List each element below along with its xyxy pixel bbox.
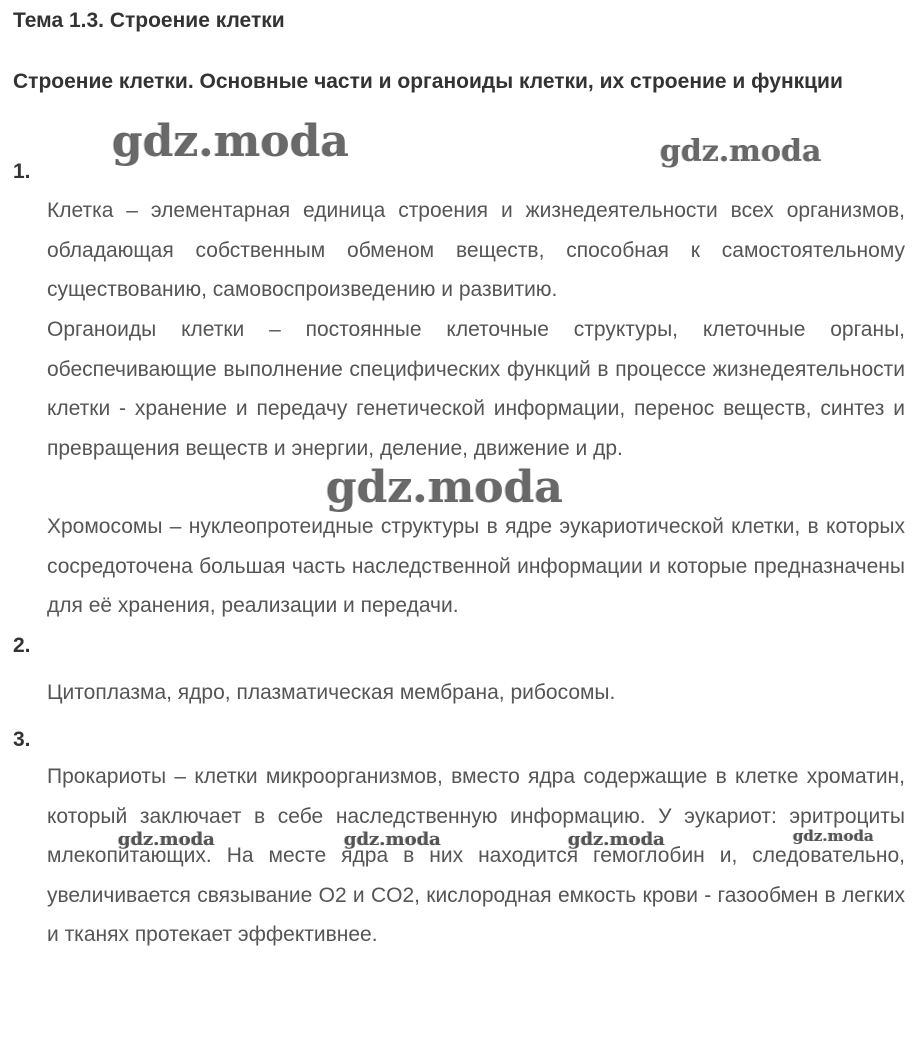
- topic-title: Тема 1.3. Строение клетки: [13, 9, 285, 32]
- task-1-paragraph-organoids: Органоиды клетки – постоянные клеточные структуры, клеточные органы, обеспечивающие выполнение специфических функций в процессе жизнедеятельности клетки - хранение и передачу генетической информации, перенос веществ, синтез и превращения веществ и энергии, деление, движение и др.: [47, 318, 905, 460]
- task-1-paragraph-chromosomes: Хромосомы – нуклеопротеидные структуры в ядре эукариотической клетки, в которых сосредоточена большая часть наследственной информации и которые предназначены для её хранения, реализации и передачи.: [47, 515, 905, 617]
- watermark-logo: gdz.moda: [660, 134, 822, 169]
- task-2-paragraph: Цитоплазма, ядро, плазматическая мембрана, рибосомы.: [47, 681, 616, 704]
- section-title: Строение клетки. Основные части и органоиды клетки, их строение и функции: [13, 70, 843, 93]
- task-3-paragraph: Прокариоты – клетки микроорганизмов, вместо ядра содержащие в клетке хроматин, который заключает в себе наследственную информацию. У эукариот: эритроциты млекопитающих. На месте ядра в них находится гемоглобин и, следовательно, увеличивается связывание O2 и CO2, кислородная емкость крови - газообмен в легких и тканях протекает эффективнее.: [47, 765, 905, 946]
- task-number-3: 3.: [13, 728, 31, 751]
- task-number-2: 2.: [13, 634, 31, 657]
- task-1-paragraph-cell: Клетка – элементарная единица строения и жизнедеятельности всех организмов, обладающая собственным обменом веществ, способная к самостоятельному существованию, самовоспроизведению и развитию.: [47, 199, 905, 301]
- watermark-logo: gdz.moda: [793, 827, 874, 845]
- watermark-logo: gdz.moda: [118, 829, 215, 850]
- watermark-logo: gdz.moda: [326, 462, 564, 513]
- watermark-logo: gdz.moda: [344, 829, 441, 850]
- watermark-logo: gdz.moda: [568, 829, 665, 850]
- task-number-1: 1.: [13, 160, 31, 183]
- watermark-logo: gdz.moda: [112, 116, 350, 167]
